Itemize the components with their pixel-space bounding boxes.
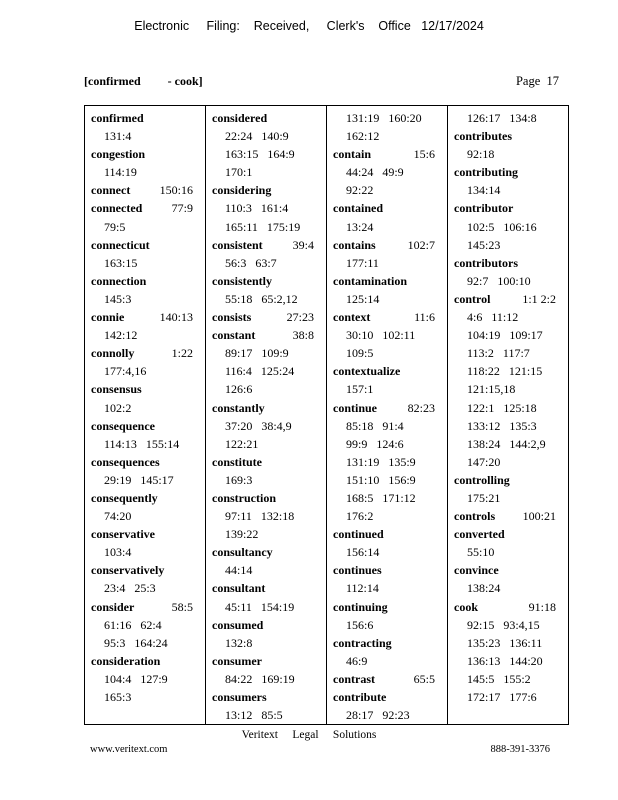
- index-word: consumers: [212, 690, 267, 704]
- index-first-ref: 150:16: [159, 183, 193, 198]
- index-word: consists: [212, 310, 252, 325]
- index-term: [91, 272, 205, 290]
- index-ref-line: 23:4 25:3: [104, 581, 156, 596]
- index-word: contamination: [333, 273, 408, 288]
- index-entry: [212, 453, 326, 489]
- index-entry: [91, 308, 205, 344]
- index-first-ref: 27:23: [286, 310, 314, 325]
- index-word: contains: [333, 237, 376, 252]
- index-ref-line: 138:24: [467, 581, 501, 596]
- index-column-3: [327, 106, 448, 724]
- index-ref-line: 118:22 121:15: [467, 364, 543, 379]
- index-entry: [454, 109, 568, 127]
- index-term: [454, 290, 568, 308]
- index-word: connecticut: [91, 237, 150, 252]
- index-ref-line: 121:15,18: [467, 382, 516, 397]
- index-term: [333, 598, 447, 616]
- index-word: contracting: [333, 635, 392, 650]
- index-term: [91, 417, 205, 435]
- index-ref-line: 104:19 109:17: [467, 328, 543, 343]
- index-word: convince: [454, 563, 499, 578]
- index-term: [91, 308, 205, 326]
- index-range: [confirmed - cook]: [84, 74, 203, 88]
- index-entry: [333, 399, 447, 526]
- index-word: consumer: [212, 653, 262, 668]
- index-word: continued: [333, 527, 384, 542]
- index-term: [454, 507, 568, 525]
- index-ref-line: 4:6 11:12: [467, 310, 519, 325]
- index-entry: [333, 598, 447, 634]
- index-word: connect: [91, 183, 131, 198]
- index-ref-line: 30:10 102:11: [346, 328, 416, 343]
- index-ref-line: 122:21: [225, 436, 259, 451]
- index-ref-line: 113:2 117:7: [467, 346, 530, 361]
- index-ref-line: 132:8: [225, 635, 253, 650]
- index-term: [91, 453, 205, 471]
- index-term: [91, 145, 205, 163]
- index-word: contributors: [454, 255, 518, 270]
- index-ref-line: 131:19 160:20: [346, 111, 422, 125]
- index-word: confirmed: [91, 111, 144, 125]
- index-entry: [91, 525, 205, 561]
- index-ref-line: 95:3 164:24: [104, 635, 168, 650]
- index-term: [91, 598, 205, 616]
- index-entry: [212, 272, 326, 308]
- index-entry: [91, 181, 205, 199]
- index-ref-line: 55:18 65:2,12: [225, 291, 298, 306]
- index-entry: [454, 290, 568, 471]
- index-ref-line: 165:3: [104, 690, 132, 704]
- index-term: [333, 670, 447, 688]
- index-first-ref: 1:1 2:2: [522, 291, 556, 306]
- index-first-ref: 15:6: [413, 147, 435, 162]
- index-entry: [212, 326, 326, 398]
- index-word: contain: [333, 147, 372, 162]
- index-term: [212, 688, 326, 706]
- index-first-ref: 102:7: [407, 237, 435, 252]
- index-entry: [91, 489, 205, 525]
- index-word: contextualize: [333, 364, 401, 379]
- index-word: consistently: [212, 273, 272, 288]
- index-ref-line: 134:14: [467, 183, 501, 198]
- index-word: consultant: [212, 581, 266, 596]
- index-word: congestion: [91, 147, 145, 162]
- index-ref-line: 29:19 145:17: [104, 472, 174, 487]
- index-entry: [333, 199, 447, 235]
- index-word: context: [333, 310, 371, 325]
- index-entry: [91, 344, 205, 380]
- index-ref-line: 103:4: [104, 545, 132, 560]
- index-term: [333, 308, 447, 326]
- index-word: cook: [454, 599, 478, 614]
- index-term: [333, 399, 447, 417]
- index-word: consequence: [91, 418, 155, 433]
- index-ref-line: 109:5: [346, 346, 374, 361]
- index-term: [333, 272, 447, 290]
- index-ref-line: 122:1 125:18: [467, 400, 537, 415]
- index-word: consumed: [212, 617, 264, 632]
- index-ref-line: 22:24 140:9: [225, 129, 289, 144]
- index-term: [333, 634, 447, 652]
- index-ref-line: 176:2: [346, 509, 374, 524]
- index-word: converted: [454, 527, 505, 542]
- index-entry: [333, 362, 447, 398]
- index-entry: [333, 145, 447, 199]
- index-ref-line: 56:3 63:7: [225, 255, 277, 270]
- index-term: [454, 471, 568, 489]
- index-term: [212, 453, 326, 471]
- index-term: [91, 561, 205, 579]
- index-entry: [91, 652, 205, 706]
- index-entry: [454, 127, 568, 163]
- index-word: considered: [212, 111, 268, 125]
- index-ref-line: 145:5 155:2: [467, 671, 531, 686]
- index-first-ref: 38:8: [292, 328, 314, 343]
- index-term: [91, 652, 205, 670]
- index-first-ref: 100:21: [522, 509, 556, 524]
- index-term: [91, 344, 205, 362]
- index-ref-line: 136:13 144:20: [467, 653, 543, 668]
- index-ref-line: 104:4 127:9: [104, 671, 168, 686]
- index-word: consequences: [91, 454, 160, 469]
- index-ref-line: 44:14: [225, 563, 253, 578]
- index-ref-line: 147:20: [467, 454, 501, 469]
- footer-website: www.veritext.com: [90, 744, 168, 755]
- index-word: contained: [333, 201, 384, 216]
- index-ref-line: 28:17 92:23: [346, 708, 410, 723]
- index-entry: [212, 579, 326, 615]
- index-entry: [454, 561, 568, 597]
- index-entry: [212, 489, 326, 543]
- index-first-ref: 82:23: [407, 400, 435, 415]
- index-term: [333, 362, 447, 380]
- index-word: continuing: [333, 599, 388, 614]
- index-term: [212, 272, 326, 290]
- index-ref-line: 45:11 154:19: [225, 599, 295, 614]
- index-word: constant: [212, 328, 256, 343]
- index-term: [454, 127, 568, 145]
- index-first-ref: 39:4: [292, 237, 314, 252]
- index-entry: [91, 109, 205, 145]
- index-word: continues: [333, 563, 382, 578]
- index-entry: [454, 507, 568, 525]
- index-word: consideration: [91, 653, 161, 668]
- index-entry: [212, 616, 326, 652]
- index-entry: [212, 543, 326, 579]
- index-term: [333, 236, 447, 254]
- index-ref-line: 102:2: [104, 400, 132, 415]
- index-word: consultancy: [212, 545, 273, 560]
- index-column-1: [85, 106, 206, 724]
- index-ref-line: 145:23: [467, 237, 501, 252]
- index-word: continue: [333, 400, 378, 415]
- index-entry: [212, 688, 326, 724]
- index-term: [333, 145, 447, 163]
- index-term: [454, 598, 568, 616]
- index-entry: [91, 199, 205, 235]
- index-ref-line: 142:12: [104, 328, 138, 343]
- index-entry: [91, 380, 205, 416]
- index-entry: [212, 399, 326, 453]
- index-term: [91, 181, 205, 199]
- index-term: [333, 525, 447, 543]
- index-ref-line: 163:15 164:9: [225, 147, 295, 162]
- index-term: [212, 109, 326, 127]
- index-term: [212, 399, 326, 417]
- index-ref-line: 131:4: [104, 129, 132, 144]
- index-entry: [91, 272, 205, 308]
- index-ref-line: 84:22 169:19: [225, 671, 295, 686]
- index-first-ref: 11:6: [414, 310, 435, 325]
- index-ref-line: 177:11: [346, 255, 379, 270]
- index-entry: [333, 308, 447, 362]
- index-word: construction: [212, 490, 276, 505]
- index-entry: [454, 525, 568, 561]
- index-term: [212, 543, 326, 561]
- index-word: controlling: [454, 472, 510, 487]
- index-ref-line: 162:12: [346, 129, 380, 144]
- index-term: [212, 308, 326, 326]
- index-term: [454, 561, 568, 579]
- index-word: conservative: [91, 527, 155, 542]
- index-entry: [91, 453, 205, 489]
- index-ref-line: 126:17 134:8: [467, 111, 537, 125]
- index-entry: [454, 598, 568, 707]
- index-ref-line: 44:24 49:9: [346, 165, 404, 180]
- index-ref-line: 177:4,16: [104, 364, 147, 379]
- index-ref-line: 99:9 124:6: [346, 436, 404, 451]
- index-term: [91, 236, 205, 254]
- index-ref-line: 97:11 132:18: [225, 509, 295, 524]
- index-word: consequently: [91, 490, 158, 505]
- index-ref-line: 61:16 62:4: [104, 617, 162, 632]
- index-term: [454, 254, 568, 272]
- index-ref-line: 114:13 155:14: [104, 436, 180, 451]
- index-ref-line: 92:18: [467, 147, 495, 162]
- index-ref-line: 92:15 93:4,15: [467, 617, 540, 632]
- index-first-ref: 1:22: [171, 346, 193, 361]
- index-ref-line: 112:14: [346, 581, 379, 596]
- index-ref-line: 85:18 91:4: [346, 418, 404, 433]
- index-term: [454, 163, 568, 181]
- index-word: contributing: [454, 165, 519, 180]
- index-ref-line: 165:11 175:19: [225, 219, 301, 234]
- index-ref-line: 89:17 109:9: [225, 346, 289, 361]
- index-ref-line: 126:6: [225, 382, 253, 397]
- index-entry: [91, 561, 205, 597]
- index-word: connolly: [91, 346, 135, 361]
- index-ref-line: 116:4 125:24: [225, 364, 295, 379]
- index-ref-line: 172:17 177:6: [467, 690, 537, 704]
- index-word: contributor: [454, 201, 514, 216]
- index-term: [333, 561, 447, 579]
- index-entry: [454, 471, 568, 507]
- index-entry: [454, 199, 568, 253]
- word-index-table: [84, 105, 569, 725]
- index-ref-line: 151:10 156:9: [346, 472, 416, 487]
- index-word: consistent: [212, 237, 263, 252]
- index-term: [212, 236, 326, 254]
- index-term: [333, 688, 447, 706]
- index-term: [91, 380, 205, 398]
- index-entry: [333, 688, 447, 724]
- index-word: conservatively: [91, 563, 165, 578]
- index-ref-line: 37:20 38:4,9: [225, 418, 292, 433]
- index-term: [212, 326, 326, 344]
- index-word: consensus: [91, 382, 142, 397]
- index-entry: [91, 236, 205, 272]
- index-ref-line: 46:9: [346, 653, 368, 668]
- index-ref-line: 92:22: [346, 183, 374, 198]
- index-ref-line: 110:3 161:4: [225, 201, 289, 216]
- index-entry: [212, 236, 326, 272]
- index-entry: [91, 145, 205, 181]
- index-word: constantly: [212, 400, 265, 415]
- index-ref-line: 13:12 85:5: [225, 708, 283, 723]
- index-word: consider: [91, 599, 135, 614]
- index-term: [91, 489, 205, 507]
- index-ref-line: 135:23 136:11: [467, 635, 543, 650]
- index-ref-line: 175:21: [467, 490, 501, 505]
- index-ref-line: 55:10: [467, 545, 495, 560]
- index-word: connection: [91, 273, 147, 288]
- index-ref-line: 92:7 100:10: [467, 273, 531, 288]
- index-entry: [454, 163, 568, 199]
- index-first-ref: 140:13: [159, 310, 193, 325]
- index-term: [91, 525, 205, 543]
- index-entry: [212, 109, 326, 181]
- index-ref-line: 145:3: [104, 291, 132, 306]
- index-term: [212, 652, 326, 670]
- index-term: [212, 181, 326, 199]
- index-term: [454, 199, 568, 217]
- index-word: considering: [212, 183, 272, 198]
- index-ref-line: 138:24 144:2,9: [467, 436, 546, 451]
- index-ref-line: 131:19 135:9: [346, 454, 416, 469]
- index-word: controls: [454, 509, 496, 524]
- index-ref-line: 79:5: [104, 219, 126, 234]
- index-term: [212, 616, 326, 634]
- index-ref-line: 163:15: [104, 255, 138, 270]
- index-word: contributes: [454, 129, 512, 144]
- index-term: [212, 579, 326, 597]
- index-ref-line: 102:5 106:16: [467, 219, 537, 234]
- index-first-ref: 91:18: [528, 599, 556, 614]
- index-entry: [333, 236, 447, 272]
- index-entry: [454, 254, 568, 290]
- index-ref-line: 170:1: [225, 165, 253, 180]
- index-entry: [212, 652, 326, 688]
- index-ref-line: 133:12 135:3: [467, 418, 537, 433]
- index-ref-line: 125:14: [346, 291, 380, 306]
- index-entry: [333, 525, 447, 561]
- index-ref-line: 168:5 171:12: [346, 490, 416, 505]
- index-first-ref: 65:5: [413, 671, 435, 686]
- index-entry: [333, 272, 447, 308]
- index-word: contrast: [333, 671, 375, 686]
- index-entry: [91, 417, 205, 453]
- index-word: connected: [91, 201, 143, 216]
- index-ref-line: 169:3: [225, 472, 253, 487]
- index-word: control: [454, 291, 491, 306]
- index-term: [91, 109, 205, 127]
- index-term: [333, 199, 447, 217]
- filing-stamp: Electronic Filing: Received, Clerk's Office 12/17/2024: [134, 19, 484, 33]
- index-ref-line: 156:14: [346, 545, 380, 560]
- index-term: [454, 525, 568, 543]
- index-entry: [91, 598, 205, 652]
- index-first-ref: 77:9: [171, 201, 193, 216]
- index-entry: [333, 634, 447, 670]
- index-entry: [333, 670, 447, 688]
- index-word: contribute: [333, 690, 387, 704]
- index-ref-line: 156:6: [346, 617, 374, 632]
- index-ref-line: 114:19: [104, 165, 137, 180]
- index-entry: [212, 308, 326, 326]
- index-first-ref: 58:5: [171, 599, 193, 614]
- index-ref-line: 13:24: [346, 219, 374, 234]
- index-ref-line: 157:1: [346, 382, 374, 397]
- index-column-2: [206, 106, 327, 724]
- index-term: [91, 199, 205, 217]
- index-entry: [333, 561, 447, 597]
- index-column-4: [448, 106, 568, 724]
- page-number: Page 17: [515, 74, 559, 88]
- footer-phone: 888-391-3376: [490, 744, 550, 755]
- index-word: constitute: [212, 454, 262, 469]
- index-entry: [212, 181, 326, 235]
- index-entry: [333, 109, 447, 145]
- index-ref-line: 74:20: [104, 509, 132, 524]
- footer-company: Veritext Legal Solutions: [241, 729, 377, 741]
- index-term: [212, 489, 326, 507]
- index-word: connie: [91, 310, 125, 325]
- index-ref-line: 139:22: [225, 527, 259, 542]
